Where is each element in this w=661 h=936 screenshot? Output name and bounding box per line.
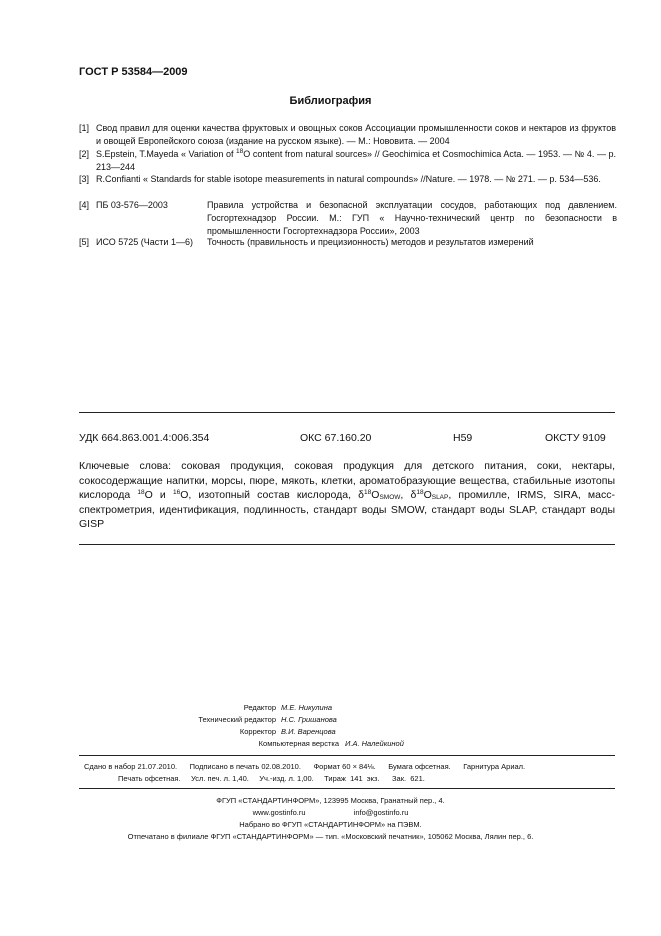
publisher-website: www.gostinfo.ru (252, 808, 306, 817)
category-code: Н59 (453, 432, 473, 444)
ref-number: [2] (79, 149, 90, 159)
keywords-block: Ключевые слова: соковая продукция, соковая продукция для детского питания, соки, нектары, сокосодержащие напитки, морсы, пюре, мякоть, клетки, ароматобразующие вещества, стабильные изотопы кислорода $^{18}$O и $^{16}$O, изотопный состав кислорода, $\delta^{18}O_{SMOW}$, $\delta^{18}O_{SLAP}$, промилле, IRMS, SIRA, масс-спектрометрия, идентификация, подлинность, стандарт воды SMOW, стандарт воды SLAP, стандарт воды GISP (79, 460, 615, 530)
credit-name: М.Е. Никулина (281, 703, 332, 712)
imprint-line: Сдано в набор 21.07.2010. Подписано в печать 02.08.2010. Формат 60 × 84⅛. Бумага офсетная. Гарнитура Ариал. (84, 762, 526, 771)
keywords-label: Ключевые слова: (79, 460, 172, 472)
credit-name: Н.С. Гришанова (281, 715, 337, 724)
ref-number: [1] (79, 123, 90, 133)
divider (79, 412, 615, 413)
ref-code: ПБ 03-576—2003 (96, 200, 168, 210)
credit-role: Корректор (239, 727, 276, 736)
bibliography-title: Библиография (289, 95, 372, 107)
udk-code: УДК 664.863.001.4:006.354 (79, 432, 210, 444)
ref-text: Правила устройства и безопасной эксплуатации сосудов, работающих под давлением. Госгортехнадзор России. М.: ГУП « Научно-технический центр по безопасности в промышленности Госгортехнадзора России», 2003 (207, 200, 617, 236)
ref-text: R.Confianti « Standards for stable isotope measurements in natural compounds» //Nature. — 1978. — № 271. — p. 534—536. (96, 174, 601, 184)
ref-text: S.Epstein, T.Mayeda « Variation of $^{18}$O content from natural sources» // Geochimica et Cosmochimica Acta. — 1953. — № 4. — p. 213—244 (96, 148, 617, 172)
imprint-line: Печать офсетная. Усл. печ. л. 1,40. Уч.-изд. л. 1,00. Тираж 141 экз. Зак. 621. (118, 774, 425, 783)
oks-code: ОКС 67.160.20 (300, 432, 372, 444)
typesetting-note: Набрано во ФГУП «СТАНДАРТИНФОРМ» на ПЭВМ. (239, 820, 422, 829)
standard-number: ГОСТ Р 53584—2009 (79, 66, 188, 78)
publisher-email: info@gostinfo.ru (353, 808, 409, 817)
ref-code: ИСО 5725 (Части 1—6) (96, 237, 193, 247)
ref-text: Точность (правильность и прецизионность) методов и результатов измерений (207, 237, 534, 247)
credit-role: Компьютерная верстка (258, 739, 339, 748)
ref-number: [3] (79, 174, 90, 184)
printing-note: Отпечатано в филиале ФГУП «СТАНДАРТИНФОРМ» — тип. «Московский печатник», 105062 Москва, Лялин пер., 6. (127, 832, 534, 841)
ref-number: [5] (79, 237, 90, 247)
divider (79, 755, 615, 756)
divider (79, 544, 615, 545)
credit-name: И.А. Налейкиной (345, 739, 404, 748)
credit-role: Технический редактор (198, 715, 276, 724)
okstu-code: ОКСТУ 9109 (545, 432, 606, 444)
publisher-address: ФГУП «СТАНДАРТИНФОРМ», 123995 Москва, Гранатный пер., 4. (216, 796, 445, 805)
publisher-contacts (0, 808, 661, 817)
ref-number: [4] (79, 200, 90, 210)
credit-name: В.И. Варенцова (281, 727, 336, 736)
divider (79, 788, 615, 789)
ref-text: Свод правил для оценки качества фруктовых и овощных соков Ассоциации промышленности соков и нектаров из фруктов и овощей Европейского союза (издание на русском языке). — М.: Нововита. — 2004 (96, 123, 616, 146)
credit-role: Редактор (243, 703, 276, 712)
